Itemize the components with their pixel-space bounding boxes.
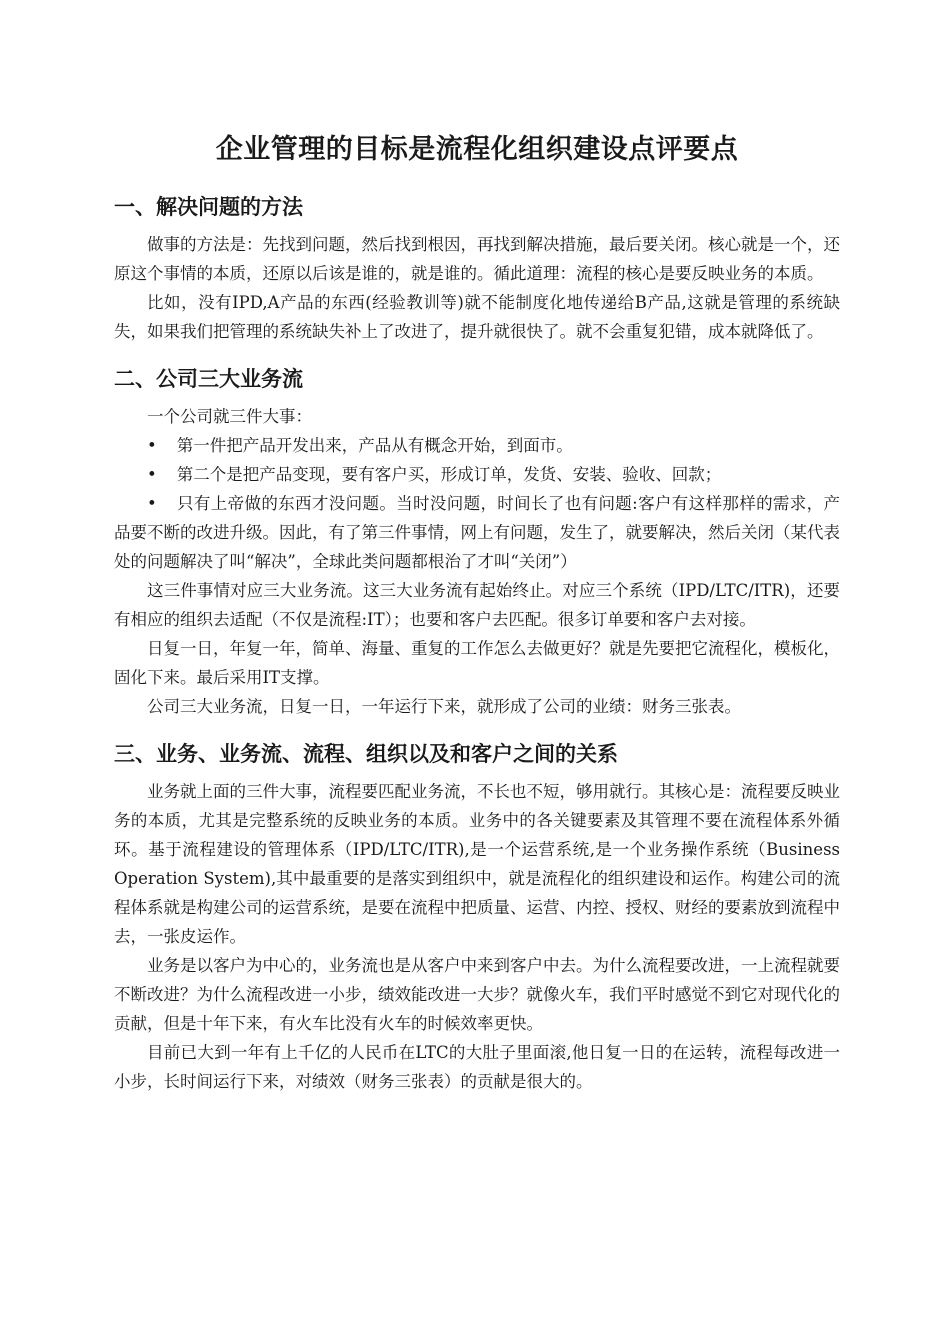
bullet-mark: • <box>147 436 157 455</box>
paragraph: 目前已大到一年有上千亿的人民币在LTC的大肚子里面滚,他日复一日的在运转，流程每改进一小步，长时间运行下来，对绩效（财务三张表）的贡献是很大的。 <box>114 1043 840 1091</box>
paragraph: 公司三大业务流，日复一日，一年运行下来，就形成了公司的业绩：财务三张表。 <box>147 697 741 716</box>
section-problem-solving <box>114 190 840 346</box>
document-page <box>114 128 840 1096</box>
section-three-business-flows <box>114 362 840 721</box>
document-title: 企业管理的目标是流程化组织建设点评要点 <box>215 134 739 165</box>
section-heading: 三、业务、业务流、流程、组织以及和客户之间的关系 <box>114 742 618 766</box>
paragraph-intro: 一个公司就三件大事： <box>147 407 312 426</box>
section-heading: 一、解决问题的方法 <box>114 195 303 219</box>
bullet-item <box>114 431 840 460</box>
bullet-mark: • <box>147 494 157 513</box>
bullet-text: 第二个是把产品变现，要有客户买，形成订单，发货、安装、验收、回款； <box>176 465 722 484</box>
bullet-item <box>114 489 840 576</box>
paragraph: 这三件事情对应三大业务流。这三大业务流有起始终止。对应三个系统（IPD/LTC/ITR)，还要有相应的组织去适配（不仅是流程:IT）；也要和客户去匹配。很多订单要和客户去对接。 <box>114 581 840 629</box>
paragraph: 业务就上面的三件大事，流程要匹配业务流，不长也不短，够用就行。其核心是：流程要反映业务的本质，尤其是完整系统的反映业务的本质。业务中的各关键要素及其管理不要在流程体系外循环。基于流程建设的管理体系（IPD/LTC/ITR),是一个运营系统,是一个业务操作系统（Business Operation System),其中最重要的是落实到组织中，就是流程化的组织建设和运作。构建公司的流程体系就是构建公司的运营系统，是要在流程中把质量、运营、内控、授权、财经的要素放到流程中去，一张皮运作。 <box>114 782 840 946</box>
paragraph: 日复一日，年复一年，简单、海量、重复的工作怎么去做更好？就是先要把它流程化，模板化，固化下来。最后采用IT支撑。 <box>114 639 840 687</box>
section-heading: 二、公司三大业务流 <box>114 367 303 391</box>
bullet-text: 只有上帝做的东西才没问题。当时没问题，时间长了也有问题:客户有这样那样的需求，产品要不断的改进升级。因此，有了第三件事情，网上有问题，发生了，就要解决，然后关闭（某代表处的问题解决了叫“解决”，全球此类问题都根治了才叫“关闭”） <box>114 494 840 571</box>
paragraph: 业务是以客户为中心的，业务流也是从客户中来到客户中去。为什么流程要改进，一上流程就要不断改进？为什么流程改进一小步，绩效能改进一大步？就像火车，我们平时感觉不到它对现代化的贡献，但是十年下来，有火车比没有火车的时候效率更快。 <box>114 956 840 1033</box>
paragraph: 做事的方法是：先找到问题，然后找到根因，再找到解决措施，最后要关闭。核心就是一个，还原这个事情的本质，还原以后该是谁的，就是谁的。循此道理：流程的核心是要反映业务的本质。 <box>114 235 840 283</box>
bullet-text: 第一件把产品开发出来，产品从有概念开始，到面市。 <box>176 436 573 455</box>
section-business-process-relations <box>114 737 840 1096</box>
bullet-item <box>114 460 840 489</box>
paragraph: 比如，没有IPD,A产品的东西(经验教训等)就不能制度化地传递给B产品,这就是管理的系统缺失，如果我们把管理的系统缺失补上了改进了，提升就很快了。就不会重复犯错，成本就降低了。 <box>114 293 840 341</box>
bullet-mark: • <box>147 465 157 484</box>
